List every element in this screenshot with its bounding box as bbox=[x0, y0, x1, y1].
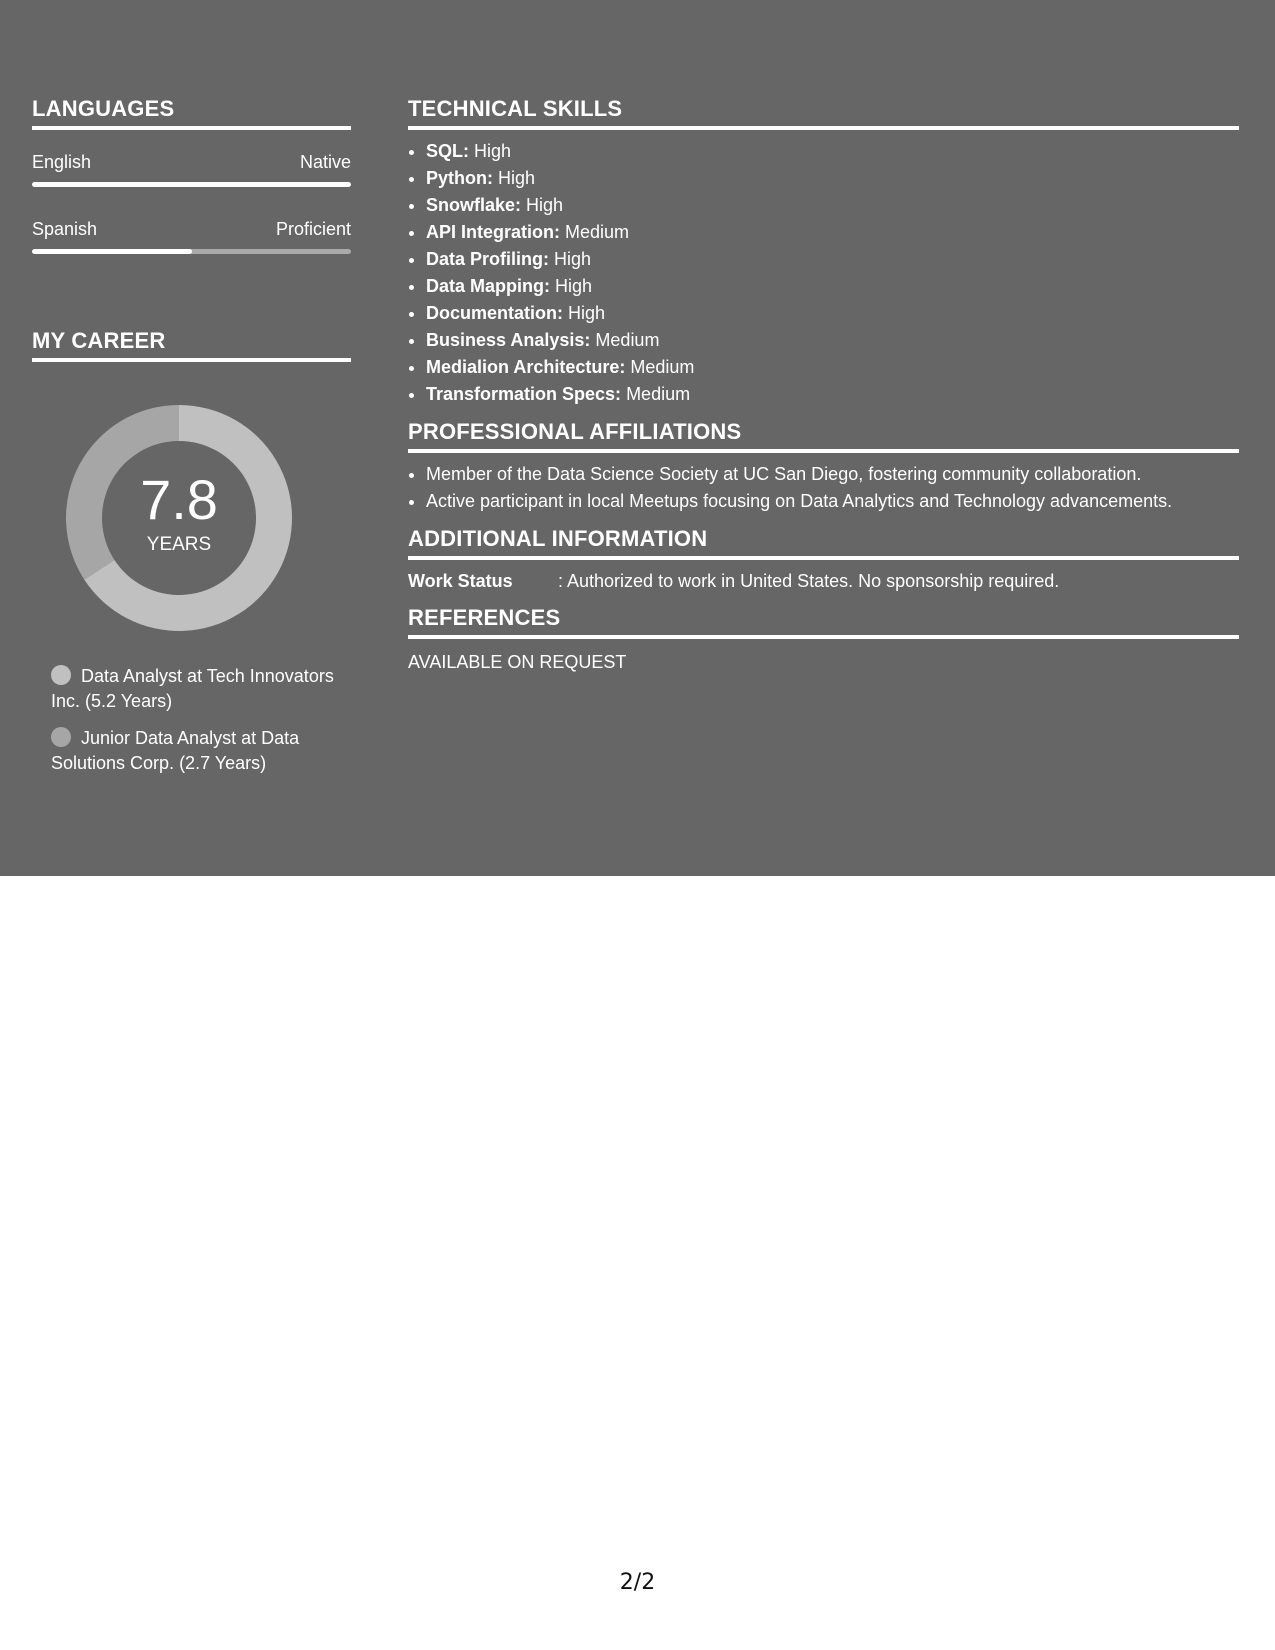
left-column bbox=[32, 94, 351, 788]
career-legend-item bbox=[51, 664, 351, 714]
skill-name: Python: bbox=[426, 168, 493, 188]
affiliations-section bbox=[408, 417, 1239, 515]
career-heading: MY CAREER bbox=[32, 326, 351, 362]
skill-name: API Integration: bbox=[426, 222, 560, 242]
skill-item bbox=[426, 138, 1239, 165]
legend-dot-icon bbox=[51, 727, 71, 747]
language-level: Proficient bbox=[275, 219, 351, 239]
language-name: Spanish bbox=[32, 219, 98, 239]
references-text: AVAILABLE ON REQUEST bbox=[408, 652, 627, 672]
career-section bbox=[32, 326, 351, 776]
career-total-years: 7.8 bbox=[140, 468, 218, 531]
skill-level: High bbox=[554, 249, 592, 269]
work-status-value: : Authorized to work in United States. No sponsorship required. bbox=[558, 571, 1060, 591]
affiliations-heading: PROFESSIONAL AFFILIATIONS bbox=[408, 417, 1239, 453]
skill-item bbox=[426, 246, 1239, 273]
skill-level: High bbox=[526, 195, 564, 215]
career-legend-label: Junior Data Analyst at Data Solutions Corp. (2.7 Years) bbox=[51, 728, 300, 773]
language-proficiency-bar bbox=[32, 182, 351, 187]
language-name: English bbox=[32, 152, 92, 172]
skill-name: Medialion Architecture: bbox=[426, 357, 626, 377]
skill-level: Medium bbox=[595, 330, 660, 350]
skill-item bbox=[426, 273, 1239, 300]
career-legend bbox=[32, 664, 351, 776]
technical-skills-list bbox=[408, 138, 1239, 408]
affiliation-item: • Member of the Data Science Society at UC San Diego, fostering community collaboration. bbox=[426, 461, 1239, 488]
right-column bbox=[408, 94, 1239, 674]
affiliation-item: • Active participant in local Meetups focusing on Data Analytics and Technology advancements. bbox=[426, 488, 1239, 515]
work-status-label: Work Status bbox=[408, 571, 513, 591]
languages-section bbox=[32, 94, 351, 254]
skill-name: Documentation: bbox=[426, 303, 563, 323]
career-legend-item bbox=[51, 726, 351, 776]
additional-info-section bbox=[408, 524, 1239, 593]
skill-name: Data Mapping: bbox=[426, 276, 550, 296]
skill-name: Transformation Specs: bbox=[426, 384, 622, 404]
skill-level: High bbox=[568, 303, 606, 323]
skill-level: High bbox=[498, 168, 536, 188]
career-legend-label: Data Analyst at Tech Innovators Inc. (5.2 Years) bbox=[51, 666, 334, 711]
language-item-spanish bbox=[32, 217, 351, 254]
skill-name: Business Analysis: bbox=[426, 330, 591, 350]
career-donut-chart bbox=[65, 404, 293, 632]
skill-level: High bbox=[555, 276, 593, 296]
work-status-row bbox=[408, 569, 1239, 593]
references-section bbox=[408, 603, 1239, 674]
language-proficiency-fill bbox=[32, 249, 192, 254]
skill-item bbox=[426, 165, 1239, 192]
language-item-english bbox=[32, 150, 351, 187]
skill-level: Medium bbox=[626, 384, 691, 404]
skill-name: SQL: bbox=[426, 141, 469, 161]
skill-item bbox=[426, 192, 1239, 219]
skill-item bbox=[426, 327, 1239, 354]
technical-skills-heading: TECHNICAL SKILLS bbox=[408, 94, 1239, 130]
references-heading: REFERENCES bbox=[408, 603, 1239, 639]
skill-item bbox=[426, 354, 1239, 381]
skill-level: Medium bbox=[565, 222, 630, 242]
page-number: 2/2 bbox=[619, 1570, 656, 1595]
legend-dot-icon bbox=[51, 665, 71, 685]
language-proficiency-fill bbox=[32, 182, 351, 187]
career-total-unit: YEARS bbox=[146, 534, 212, 555]
skill-item bbox=[426, 300, 1239, 327]
language-proficiency-bar bbox=[32, 249, 351, 254]
career-donut-center bbox=[65, 404, 293, 632]
skill-name: Snowflake: bbox=[426, 195, 522, 215]
skill-level: Medium bbox=[630, 357, 695, 377]
technical-skills-section bbox=[408, 94, 1239, 408]
skill-item bbox=[426, 219, 1239, 246]
additional-info-heading: ADDITIONAL INFORMATION bbox=[408, 524, 1239, 560]
languages-heading: LANGUAGES bbox=[32, 94, 351, 130]
affiliations-list bbox=[408, 461, 1239, 515]
language-level: Native bbox=[299, 152, 351, 172]
skill-level: High bbox=[474, 141, 512, 161]
skill-name: Data Profiling: bbox=[426, 249, 550, 269]
skill-item bbox=[426, 381, 1239, 408]
